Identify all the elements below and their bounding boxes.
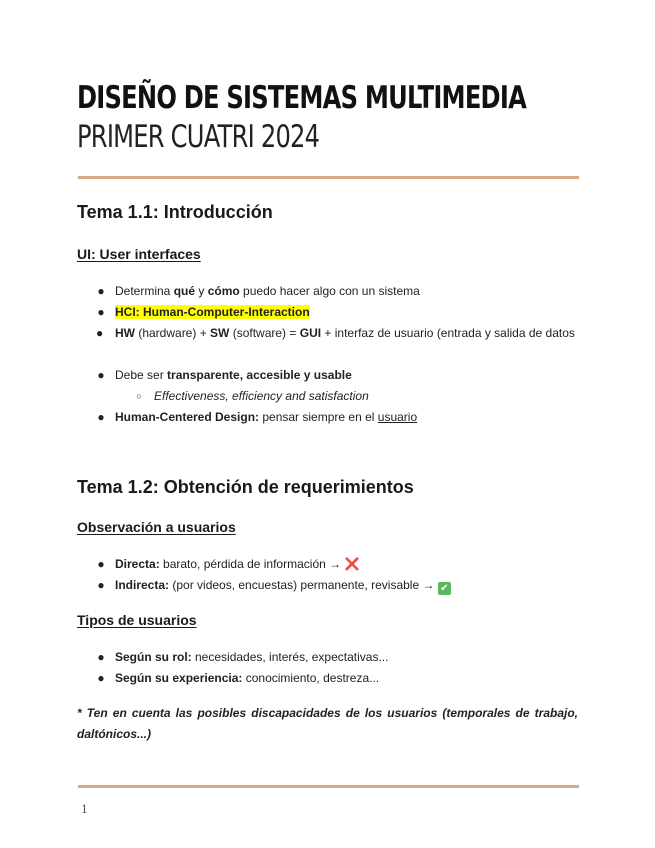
bullet-icon: ● [97,650,105,664]
cross-mark-icon: ❌ [344,557,360,571]
list-item: ● HW (hardware) + SW (software) = GUI + interfaz de usuario (entrada y salida de datos [115,323,578,344]
accessibility-note: * Ten en cuenta las posibles discapacidades de los usuarios (temporales de trabajo, daltónicos...) [77,706,578,741]
list-item: ● Indirecta: (por videos, encuestas) permanente, revisable → ✔ [115,575,578,596]
document-subtitle: PRIMER CUATRI 2024 [77,119,320,155]
bottom-divider [78,785,579,788]
subheading-user-observation: Observación a usuarios [77,519,236,535]
list-item-highlighted: ● HCI: Human-Computer-Interaction [115,302,578,323]
page-number: 1 [81,803,88,816]
bullet-icon: ● [97,284,105,298]
bullet-icon: ● [97,578,105,592]
bullet-icon: ● [97,671,105,685]
sub-list-item: ○ Effectiveness, efficiency and satisfaction [154,386,578,407]
list-item: ● Debe ser transparente, accesible y usable [115,365,578,386]
bullet-icon: ● [97,305,105,319]
subheading-user-types: Tipos de usuarios [77,612,197,628]
subheading-user-interfaces: UI: User interfaces [77,246,201,262]
list-item: ● Según su rol: necesidades, interés, expectativas... [115,647,578,668]
section-heading-requirements: Tema 1.2: Obtención de requerimientos [77,477,414,497]
bullet-icon: ● [97,410,105,424]
list-item: ● Human-Centered Design: pensar siempre en el usuario [115,407,578,428]
list-item: ● Según su experiencia: conocimiento, destreza... [115,668,578,689]
document-title: DISEÑO DE SISTEMAS MULTIMEDIA [77,80,526,116]
hollow-bullet-icon: ○ [136,391,142,401]
bullet-icon: ● [97,368,105,382]
top-divider [78,176,579,179]
check-mark-icon: ✔ [438,582,451,595]
section-heading-intro: Tema 1.1: Introducción [77,202,273,222]
bullet-icon: ● [96,326,104,340]
list-item: ● Directa: barato, pérdida de información → ❌ [115,554,578,575]
bullet-icon: ● [97,557,105,571]
list-item: ● Determina qué y cómo puedo hacer algo con un sistema [115,281,578,302]
